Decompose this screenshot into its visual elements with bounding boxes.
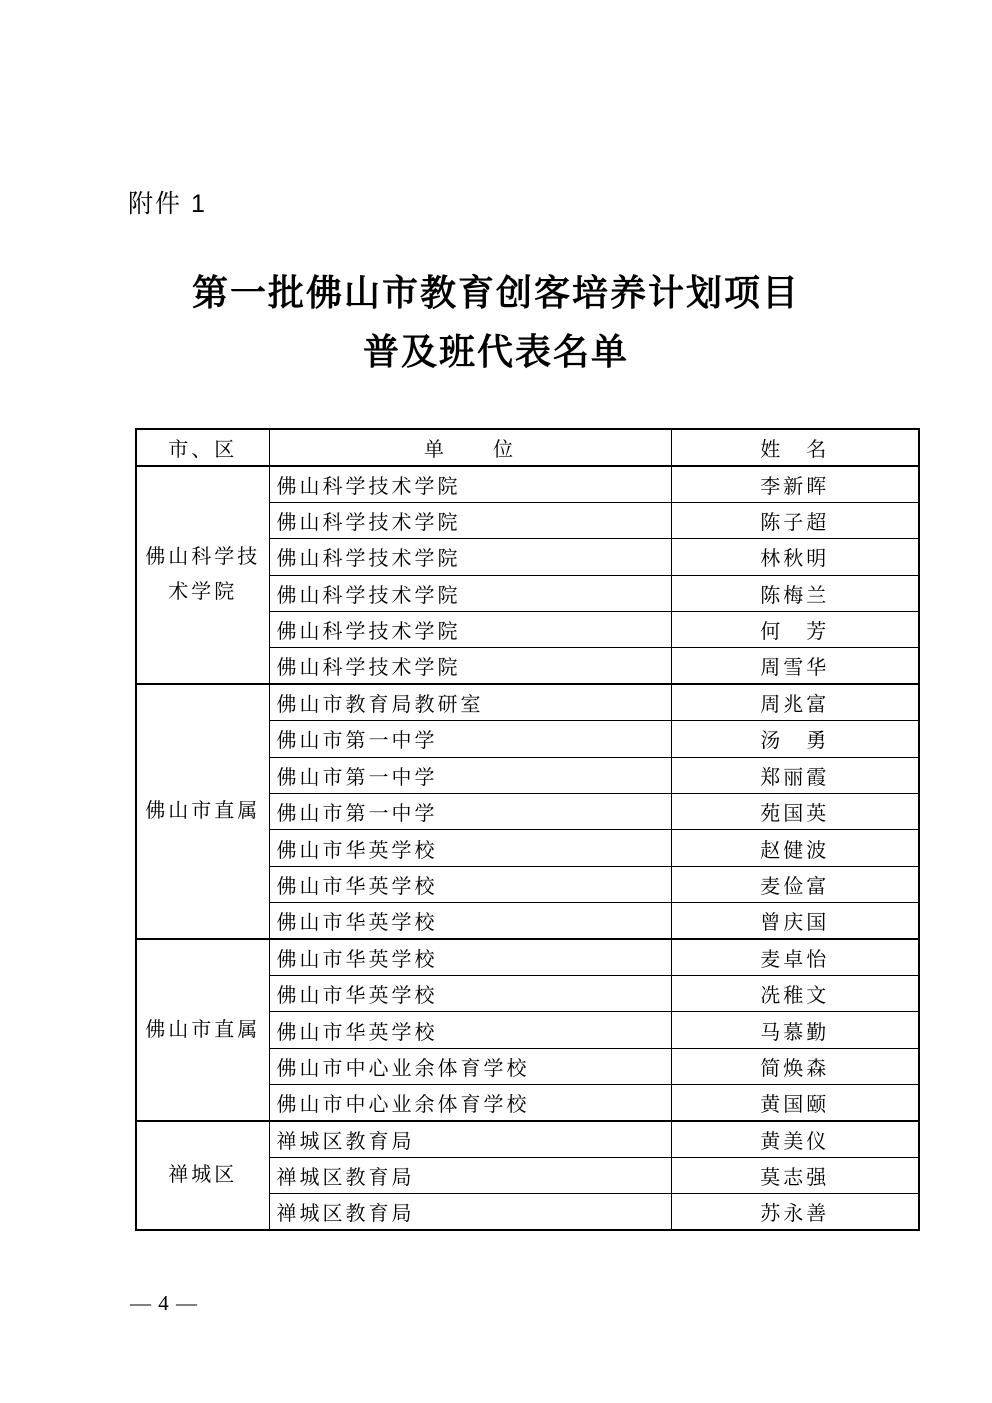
page-title-line2: 普及班代表名单 (362, 332, 629, 372)
representatives-table (135, 428, 920, 1231)
unit-cell: 禅城区教育局 (269, 1157, 671, 1193)
attachment-label: 附件 1 (128, 190, 207, 218)
table-row (136, 939, 919, 975)
region-cell: 佛山科学技术学院 (136, 466, 269, 684)
unit-cell: 佛山市华英学校 (269, 866, 671, 902)
unit-cell: 佛山市华英学校 (269, 975, 671, 1011)
name-cell: 麦俭富 (671, 866, 919, 902)
unit-cell: 佛山市华英学校 (269, 903, 671, 939)
name-cell: 冼稚文 (671, 975, 919, 1011)
unit-cell: 佛山市第一中学 (269, 794, 671, 830)
name-cell: 李新晖 (671, 466, 919, 502)
unit-cell: 佛山科学技术学院 (269, 539, 671, 575)
page-title-line1: 第一批佛山市教育创客培养计划项目 (191, 273, 800, 313)
unit-cell: 佛山科学技术学院 (269, 648, 671, 684)
region-cell: 佛山市直属 (136, 939, 269, 1121)
unit-cell: 佛山市第一中学 (269, 721, 671, 757)
name-cell: 郑丽霞 (671, 757, 919, 793)
region-cell: 禅城区 (136, 1121, 269, 1230)
name-cell: 林秋明 (671, 539, 919, 575)
unit-cell: 佛山科学技术学院 (269, 612, 671, 648)
table-row (136, 1121, 919, 1157)
unit-cell: 佛山科学技术学院 (269, 466, 671, 502)
unit-cell: 佛山市中心业余体育学校 (269, 1048, 671, 1084)
unit-cell: 佛山市教育局教研室 (269, 684, 671, 720)
name-cell: 马慕勤 (671, 1012, 919, 1048)
col-header-name: 姓 名 (671, 429, 919, 466)
name-cell: 何 芳 (671, 612, 919, 648)
name-cell: 陈梅兰 (671, 575, 919, 611)
name-cell: 简焕森 (671, 1048, 919, 1084)
unit-cell: 佛山市华英学校 (269, 830, 671, 866)
name-cell: 黄国颐 (671, 1085, 919, 1121)
name-cell: 黄美仪 (671, 1121, 919, 1157)
name-cell: 汤 勇 (671, 721, 919, 757)
unit-cell: 佛山市华英学校 (269, 939, 671, 975)
name-cell: 苏永善 (671, 1194, 919, 1230)
name-cell: 赵健波 (671, 830, 919, 866)
unit-cell: 佛山科学技术学院 (269, 502, 671, 538)
name-cell: 曾庆国 (671, 903, 919, 939)
name-cell: 苑国英 (671, 794, 919, 830)
group-chancheng-district (136, 1121, 919, 1230)
name-cell: 莫志强 (671, 1157, 919, 1193)
unit-cell: 禅城区教育局 (269, 1194, 671, 1230)
name-cell: 周雪华 (671, 648, 919, 684)
unit-cell: 佛山科学技术学院 (269, 575, 671, 611)
page-number: — 4 — (130, 1291, 198, 1315)
group-foshan-university (136, 466, 919, 684)
table-row (136, 684, 919, 720)
unit-cell: 佛山市第一中学 (269, 757, 671, 793)
name-cell: 周兆富 (671, 684, 919, 720)
table-row (136, 466, 919, 502)
col-header-region: 市、区 (136, 429, 269, 466)
name-cell: 陈子超 (671, 502, 919, 538)
group-foshan-municipal-1 (136, 684, 919, 939)
unit-cell: 佛山市中心业余体育学校 (269, 1085, 671, 1121)
page-title (0, 264, 992, 382)
header-row (136, 429, 919, 466)
name-cell: 麦卓怡 (671, 939, 919, 975)
group-foshan-municipal-2 (136, 939, 919, 1121)
table-header (136, 429, 919, 466)
unit-cell: 禅城区教育局 (269, 1121, 671, 1157)
col-header-unit: 单 位 (269, 429, 671, 466)
unit-cell: 佛山市华英学校 (269, 1012, 671, 1048)
region-cell: 佛山市直属 (136, 684, 269, 939)
